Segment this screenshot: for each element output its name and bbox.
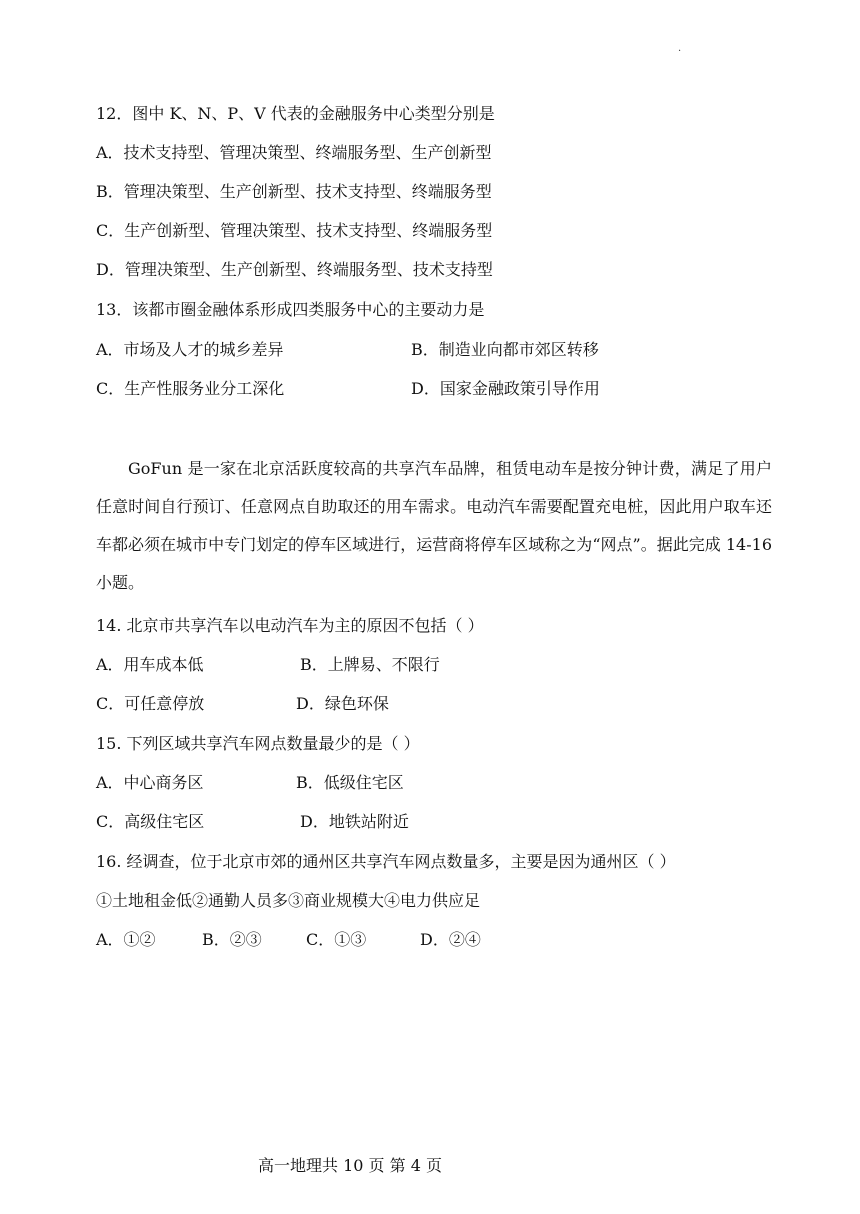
passage-text: GoFun 是一家在北京活跃度较高的共享汽车品牌，租赁电动车是按分钟计费，满足了用户任意时间自行预订、任意网点自助取还的用车需求。电动汽车需要配置充电桩，因此用户取车还车都必须在城市中专门划定的停车区域进行，运营商将停车区域称之为“网点”。据此完成 14-16 小题。	[96, 459, 772, 592]
q12-option-a: A．技术支持型、管理决策型、终端服务型、生产创新型	[96, 143, 492, 162]
q13-option-a: A．市场及人才的城乡差异	[96, 340, 284, 359]
q16-stem: 16. 经调查，位于北京市郊的通州区共享汽车网点数量多，主要是因为通州区（ ）	[96, 852, 676, 871]
q16-items: ①土地租金低②通勤人员多③商业规模大④电力供应足	[96, 891, 481, 910]
q14-option-d: D．绿色环保	[296, 694, 389, 713]
q13-option-b: B．制造业向都市郊区转移	[411, 340, 599, 359]
q16-option-b: B．②③	[202, 930, 262, 949]
header-mark: ·	[678, 46, 682, 57]
q14-stem: 14. 北京市共享汽车以电动汽车为主的原因不包括（ ）	[96, 616, 484, 635]
q14-option-c: C．可任意停放	[96, 694, 205, 713]
q15-stem: 15. 下列区域共享汽车网点数量最少的是（ ）	[96, 734, 420, 753]
q13-option-d: D．国家金融政策引导作用	[411, 379, 600, 398]
q14-option-a: A．用车成本低	[96, 655, 204, 674]
q12-stem: 12．图中 K、N、P、V 代表的金融服务中心类型分别是	[96, 104, 495, 123]
q16-option-a: A．①②	[96, 930, 156, 949]
q15-option-d: D．地铁站附近	[300, 812, 409, 831]
q14-option-b: B．上牌易、不限行	[300, 655, 440, 674]
q13-option-c: C．生产性服务业分工深化	[96, 379, 285, 398]
q12-option-d: D．管理决策型、生产创新型、终端服务型、技术支持型	[96, 260, 493, 279]
q15-option-b: B．低级住宅区	[296, 773, 404, 792]
q15-option-c: C．高级住宅区	[96, 812, 205, 831]
q16-option-d: D．②④	[420, 930, 481, 949]
passage	[96, 450, 772, 602]
q16-option-c: C．①③	[306, 930, 367, 949]
q15-option-a: A．中心商务区	[96, 773, 204, 792]
page-footer: 高一地理共 10 页 第 4 页	[258, 1156, 442, 1175]
q12-option-c: C．生产创新型、管理决策型、技术支持型、终端服务型	[96, 221, 493, 240]
q13-stem: 13．该都市圈金融体系形成四类服务中心的主要动力是	[96, 300, 485, 319]
q12-option-b: B．管理决策型、生产创新型、技术支持型、终端服务型	[96, 182, 492, 201]
